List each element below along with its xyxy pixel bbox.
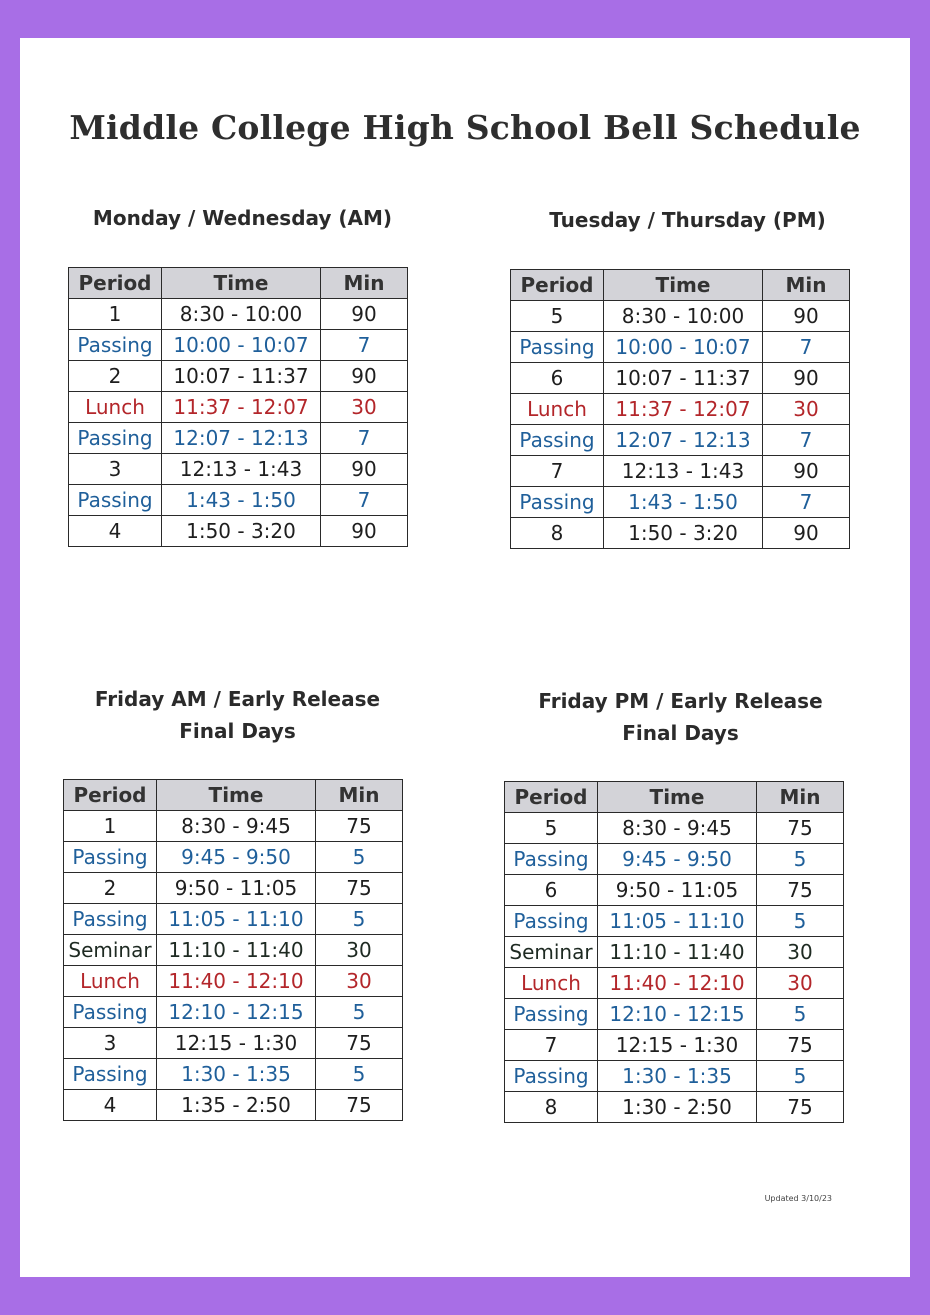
cell-min: 90	[321, 299, 408, 330]
cell-period: Passing	[69, 330, 162, 361]
table-row	[69, 361, 408, 392]
cell-period: Passing	[64, 904, 157, 935]
cell-time: 10:00 - 10:07	[604, 332, 763, 363]
cell-min: 90	[763, 456, 850, 487]
cell-period: Passing	[511, 332, 604, 363]
schedule-page	[20, 38, 910, 1277]
column-header-min: Min	[757, 782, 844, 813]
schedule-title-line: Tuesday / Thursday (PM)	[549, 208, 826, 232]
table-row	[511, 332, 850, 363]
cell-time: 11:40 - 12:10	[598, 968, 757, 999]
cell-period: Lunch	[505, 968, 598, 999]
cell-period: Lunch	[511, 394, 604, 425]
table-row	[505, 906, 844, 937]
cell-period: Passing	[505, 1061, 598, 1092]
table-row	[505, 968, 844, 999]
table-row	[511, 301, 850, 332]
cell-min: 75	[757, 1030, 844, 1061]
cell-min: 5	[757, 999, 844, 1030]
cell-min: 75	[316, 1090, 403, 1121]
cell-time: 1:50 - 3:20	[162, 516, 321, 547]
cell-min: 5	[316, 1059, 403, 1090]
table-row	[64, 904, 403, 935]
cell-min: 7	[321, 423, 408, 454]
table-row	[511, 456, 850, 487]
column-header-time: Time	[157, 780, 316, 811]
cell-min: 5	[316, 904, 403, 935]
cell-period: Lunch	[64, 966, 157, 997]
schedule-title-line: Monday / Wednesday (AM)	[92, 206, 393, 230]
cell-period: 1	[69, 299, 162, 330]
table-header-row	[64, 780, 403, 811]
cell-time: 12:13 - 1:43	[162, 454, 321, 485]
cell-time: 8:30 - 10:00	[604, 301, 763, 332]
column-header-period: Period	[64, 780, 157, 811]
cell-time: 12:15 - 1:30	[598, 1030, 757, 1061]
table-row	[511, 394, 850, 425]
cell-time: 12:07 - 12:13	[162, 423, 321, 454]
cell-time: 9:50 - 11:05	[598, 875, 757, 906]
column-header-period: Period	[511, 270, 604, 301]
table-row	[69, 299, 408, 330]
cell-time: 8:30 - 10:00	[162, 299, 321, 330]
cell-period: 4	[64, 1090, 157, 1121]
cell-min: 7	[763, 425, 850, 456]
cell-min: 5	[757, 844, 844, 875]
table-row	[64, 997, 403, 1028]
cell-period: Passing	[64, 842, 157, 873]
cell-min: 7	[763, 332, 850, 363]
table-row	[505, 1061, 844, 1092]
cell-period: Passing	[64, 1059, 157, 1090]
cell-time: 10:07 - 11:37	[162, 361, 321, 392]
cell-time: 12:10 - 12:15	[598, 999, 757, 1030]
column-header-time: Time	[598, 782, 757, 813]
cell-time: 11:10 - 11:40	[157, 935, 316, 966]
cell-time: 8:30 - 9:45	[157, 811, 316, 842]
cell-period: 8	[511, 518, 604, 549]
cell-min: 90	[321, 516, 408, 547]
cell-min: 90	[321, 361, 408, 392]
page-title: Middle College High School Bell Schedule	[69, 108, 861, 147]
schedule-mon-wed-title	[70, 202, 415, 234]
cell-min: 30	[321, 392, 408, 423]
cell-min: 7	[763, 487, 850, 518]
table-row	[64, 935, 403, 966]
cell-period: Seminar	[505, 937, 598, 968]
cell-period: Passing	[505, 906, 598, 937]
column-header-period: Period	[505, 782, 598, 813]
cell-period: 4	[69, 516, 162, 547]
cell-period: 7	[511, 456, 604, 487]
column-header-min: Min	[316, 780, 403, 811]
cell-time: 1:50 - 3:20	[604, 518, 763, 549]
cell-period: Passing	[511, 425, 604, 456]
cell-period: Passing	[505, 999, 598, 1030]
schedule-title-line: Friday AM / Early Release	[94, 687, 381, 711]
table-row	[511, 425, 850, 456]
column-header-time: Time	[162, 268, 321, 299]
table-row	[505, 999, 844, 1030]
table-row	[64, 1059, 403, 1090]
cell-period: 3	[64, 1028, 157, 1059]
table-row	[69, 423, 408, 454]
cell-min: 7	[321, 485, 408, 516]
table-row	[64, 1028, 403, 1059]
cell-min: 75	[316, 1028, 403, 1059]
cell-period: 8	[505, 1092, 598, 1123]
cell-min: 30	[316, 935, 403, 966]
cell-time: 12:15 - 1:30	[157, 1028, 316, 1059]
cell-min: 90	[763, 301, 850, 332]
cell-min: 75	[757, 875, 844, 906]
table-row	[511, 487, 850, 518]
cell-min: 90	[321, 454, 408, 485]
cell-period: 6	[505, 875, 598, 906]
cell-time: 11:37 - 12:07	[604, 394, 763, 425]
cell-period: 2	[64, 873, 157, 904]
cell-min: 30	[316, 966, 403, 997]
cell-time: 11:05 - 11:10	[157, 904, 316, 935]
cell-min: 90	[763, 363, 850, 394]
cell-period: Lunch	[69, 392, 162, 423]
table-row	[69, 516, 408, 547]
table-header-row	[511, 270, 850, 301]
cell-time: 1:35 - 2:50	[157, 1090, 316, 1121]
column-header-min: Min	[763, 270, 850, 301]
cell-time: 11:05 - 11:10	[598, 906, 757, 937]
cell-time: 1:43 - 1:50	[604, 487, 763, 518]
cell-min: 5	[316, 842, 403, 873]
table-row	[64, 873, 403, 904]
schedule-table-tue-thu	[510, 269, 850, 549]
cell-period: Passing	[64, 997, 157, 1028]
cell-time: 1:43 - 1:50	[162, 485, 321, 516]
schedule-table-mon-wed	[68, 267, 408, 547]
cell-time: 1:30 - 2:50	[598, 1092, 757, 1123]
cell-period: Passing	[69, 423, 162, 454]
table-row	[511, 518, 850, 549]
cell-min: 90	[763, 518, 850, 549]
cell-time: 1:30 - 1:35	[157, 1059, 316, 1090]
cell-min: 75	[316, 811, 403, 842]
cell-period: 2	[69, 361, 162, 392]
table-row	[69, 330, 408, 361]
cell-period: Passing	[511, 487, 604, 518]
updated-note: Updated 3/10/23	[764, 1194, 832, 1203]
cell-time: 11:37 - 12:07	[162, 392, 321, 423]
cell-period: Seminar	[64, 935, 157, 966]
cell-period: 5	[511, 301, 604, 332]
table-row	[505, 937, 844, 968]
schedule-table-fri-am	[63, 779, 403, 1121]
cell-min: 30	[763, 394, 850, 425]
table-row	[505, 1030, 844, 1061]
cell-min: 5	[757, 1061, 844, 1092]
cell-time: 12:13 - 1:43	[604, 456, 763, 487]
cell-period: Passing	[505, 844, 598, 875]
table-row	[64, 842, 403, 873]
cell-min: 30	[757, 968, 844, 999]
schedule-title-line: Friday PM / Early Release	[538, 689, 823, 713]
table-row	[69, 454, 408, 485]
cell-min: 75	[316, 873, 403, 904]
cell-min: 7	[321, 330, 408, 361]
cell-time: 10:00 - 10:07	[162, 330, 321, 361]
table-row	[64, 811, 403, 842]
cell-period: 1	[64, 811, 157, 842]
cell-min: 75	[757, 813, 844, 844]
cell-time: 1:30 - 1:35	[598, 1061, 757, 1092]
cell-time: 9:50 - 11:05	[157, 873, 316, 904]
cell-min: 30	[757, 937, 844, 968]
column-header-min: Min	[321, 268, 408, 299]
table-row	[69, 392, 408, 423]
cell-time: 10:07 - 11:37	[604, 363, 763, 394]
table-row	[511, 363, 850, 394]
cell-time: 11:10 - 11:40	[598, 937, 757, 968]
cell-time: 12:10 - 12:15	[157, 997, 316, 1028]
cell-time: 8:30 - 9:45	[598, 813, 757, 844]
table-row	[505, 1092, 844, 1123]
schedule-fri-pm-title	[508, 685, 853, 749]
cell-period: Passing	[69, 485, 162, 516]
table-row	[64, 966, 403, 997]
cell-period: 5	[505, 813, 598, 844]
cell-time: 9:45 - 9:50	[157, 842, 316, 873]
table-row	[505, 875, 844, 906]
schedule-title-line: Final Days	[622, 721, 739, 745]
cell-min: 5	[757, 906, 844, 937]
cell-time: 11:40 - 12:10	[157, 966, 316, 997]
table-row	[505, 813, 844, 844]
table-header-row	[505, 782, 844, 813]
cell-time: 12:07 - 12:13	[604, 425, 763, 456]
table-row	[69, 485, 408, 516]
cell-min: 75	[757, 1092, 844, 1123]
table-row	[505, 844, 844, 875]
cell-min: 5	[316, 997, 403, 1028]
schedule-title-line: Final Days	[179, 719, 296, 743]
cell-time: 9:45 - 9:50	[598, 844, 757, 875]
schedule-tue-thu-title	[515, 204, 860, 236]
column-header-time: Time	[604, 270, 763, 301]
table-header-row	[69, 268, 408, 299]
table-row	[64, 1090, 403, 1121]
cell-period: 7	[505, 1030, 598, 1061]
cell-period: 3	[69, 454, 162, 485]
column-header-period: Period	[69, 268, 162, 299]
schedule-fri-am-title	[65, 683, 410, 747]
schedule-table-fri-pm	[504, 781, 844, 1123]
cell-period: 6	[511, 363, 604, 394]
